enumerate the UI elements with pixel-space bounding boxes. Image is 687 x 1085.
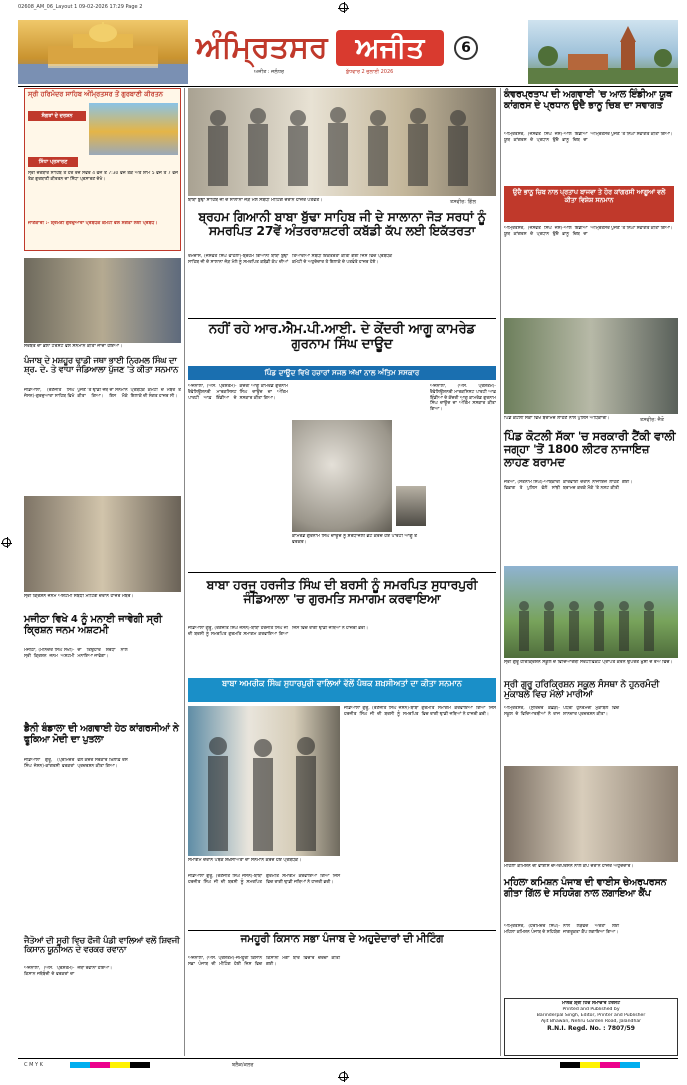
center-story-2-photo [292,420,392,532]
registration-mark-bottom [339,1072,348,1081]
imprint-box [504,998,678,1056]
center-top-photo-credit: ਤਸਵੀਰ: ਗਿੱਲ [450,199,477,205]
masthead-banner [196,30,496,76]
center-story-3-photo [188,706,340,856]
footer-center-label: ਬਲੈਕ/ਕਲਰ [232,1062,254,1068]
right-photo-3-caption: ਮਹਿਲਾ ਕਮਿਸ਼ਨ ਦੀ ਵਾਈਸ ਚੇਅਰਪਰਸਨ ਨਾਲ ਕੈਂਪ ਦੌਰਾਨ ਹਾਜ਼ਰ ਅਹੁਦੇਦਾਰ। [504,864,634,869]
left-photo-2 [24,496,181,592]
center-top-photo [188,88,496,196]
right-story-1-box-text: ਉਦੈ ਭਾਨੂ ਚਿਬ ਨਾਲ ਪ੍ਰਤਾਪ ਬਾਜਵਾ ਤੇ ਹੋਰ ਕਾਂਗਰਸੀ ਆਗੂਆਂ ਵਲੋਂ ਕੀਤਾ ਵਿਸ਼ੇਸ਼ ਸਨਮਾਨ [512,189,666,205]
center-story-3-body-top: ਜੰਡਿਆਲਾ ਗੁਰੂ, (ਰਣਜੀਤ ਸਿੰਘ ਜੋਸਨ)-ਬਾਬਾ ਹਰਜੀਤ ਸਿੰਘ ਜੀ ਦੀ ਬਰਸੀ ਨੂੰ ਸਮਰਪਿਤ ਗੁਰਮਤਿ ਸਮਾਗਮ ਕਰਵਾਇਆ ਗਿਆ ਜਿਸ ਵਿਚ ਰਾਗੀ ਢਾਡੀ ਜਥਿਆਂ ਨੇ ਹਾਜ਼ਰੀ ਭਰੀ। [188,626,368,637]
footer-color-marks: C M Y K [24,1062,43,1068]
center-story-3-body-right: ਜੰਡਿਆਲਾ ਗੁਰੂ, (ਰਣਜੀਤ ਸਿੰਘ ਜੋਸਨ)-ਬਾਬਾ ਹਰਜੀਤ ਸਿੰਘ ਜੀ ਦੀ ਬਰਸੀ ਨੂੰ ਸਮਰਪਿਤ ਗੁਰਮਤਿ ਸਮਾਗਮ ਕਰਵਾਇਆ ਗਿਆ ਜਿਸ ਵਿਚ ਰਾਗੀ ਢਾਡੀ ਜਥਿਆਂ ਨੇ ਹਾਜ਼ਰੀ ਭਰੀ। [344,706,496,717]
right-story-3-body: ਅੰਮ੍ਰਿਤਸਰ, (ਸੁਰਿੰਦਰ ਕੋਛੜ)-ਸਕੂਲ ਦੇ ਵਿਦਿਆਰਥੀਆਂ ਨੇ ਰਾਜ ਪੱਧਰੀ ਹੁਨਰਮੰਦੀ ਮੁਕਾਬਲੇ ਵਿਚ ਸ਼ਾਨਦਾਰ ਪ੍ਰਦਰਸ਼ਨ ਕੀਤਾ। [504,706,619,717]
left-story-3-headline: ਡੈਨੀ ਬੰਡਾਲਾ ਦੀ ਅਗਵਾਈ ਹੇਠ ਕਾਂਗਰਸੀਆਂ ਨੇ ਫੂਕਿਆ ਮੋਦੀ ਦਾ ਪੁਤਲਾ [24,723,179,745]
masthead-rule [18,86,678,87]
center-story-4-headline: ਜਮਹੂਰੀ ਕਿਸਾਨ ਸਭਾ ਪੰਜਾਬ ਦੇ ਅਹੁਦੇਦਾਰਾਂ ਦੀ ਮੀਟਿੰਗ [240,933,444,945]
golden-temple-illustration [18,20,188,84]
right-photo-1 [504,318,678,414]
right-story-1-box [504,186,674,222]
imprint-line-2: Printed and Published by [562,1006,620,1012]
right-column-divider [500,88,501,1056]
imprint-line-1: ਮਾਲਕ ਸ਼੍ਰੀ ਹਿੰਦ ਸਮਾਚਾਰ ਟਰੱਸਟ [561,1001,621,1006]
center-story-2-bar: ਪਿੰਡ ਦਾਊਦ ਵਿਖੇ ਹਜ਼ਾਰਾਂ ਸਜਲ ਅੱਖਾਂ ਨਾਲ ਅੰਤਿਮ ਸਸਕਾਰ [188,366,496,380]
right-story-3-headline: ਸ੍ਰੀ ਗੁਰੂ ਹਰਿਕ੍ਰਿਸ਼ਨ ਸਕੂਲ ਸੰਸਥਾ ਨੇ ਹੁਨਰਮੰਦੀ ਮੁਕਾਬਲੇ ਵਿਚ ਮੱਲਾਂ ਮਾਰੀਆਂ [504,680,660,701]
center-rule-1 [188,318,496,319]
center-story-2-headline: ਨਹੀਂ ਰਹੇ ਆਰ.ਐਮ.ਪੀ.ਆਈ. ਦੇ ਕੇਂਦਰੀ ਆਗੂ ਕਾਮਰੇਡ ਗੁਰਨਾਮ ਸਿੰਘ ਦਾਊਦ [208,321,476,353]
right-photo-1-credit: ਤਸਵੀਰ: ਜੈਤੋ [640,417,665,423]
masthead [18,16,678,88]
right-story-1-headline: ਕੰਵਰਪ੍ਰਤਾਪ ਦੀ ਅਗਵਾਈ 'ਚ ਆਲ ਇੰਡੀਆ ਯੂਥ ਕਾਂਗਰਸ ਦੇ ਪ੍ਰਧਾਨ ਉਦੈ ਭਾਨੂ ਚਿਬ ਦਾ ਸਵਾਗਤ [504,89,672,111]
left-story-4-headline: ਜੈਤੋਆਂ ਦੀ ਸੂਰੀ ਵਿਚ ਫੌਜੀ ਪੰਡੀ ਵਾਲਿਆਂ ਵਲੋਂ ਸ਼ਿਵਜੀ ਕਿਸਾਨ ਯੂਨੀਅਨ ਦੇ ਵਰਕਰ ਰਵਾਨਾ [24,935,180,955]
masthead-title-right: ਅਜੀਤ [355,31,425,64]
registration-mark-left [2,538,11,547]
footer-color-bar [70,1062,150,1068]
registration-mark-top [339,3,348,12]
right-story-1-body-2: ਅੰਮ੍ਰਿਤਸਰ, (ਜਸਵੰਤ ਸਿੰਘ ਜੱਸ)-ਆਲ ਇੰਡੀਆ ਯੂਥ ਕਾਂਗਰਸ ਦੇ ਪ੍ਰਧਾਨ ਉਦੈ ਭਾਨੂ ਚਿਬ ਦਾ ਅੰਮ੍ਰਿਤਸਰ ਪੁੱਜਣ 'ਤੇ ਨਿੱਘਾ ਸਵਾਗਤ ਕੀਤਾ ਗਿਆ। [504,226,673,237]
left-story-4-body: ਅਜਨਾਲਾ, (ਐਸ. ਪ੍ਰਸ਼ੋਤਮ)-ਕਿਸਾਨ ਜਥੇਬੰਦੀ ਦੇ ਵਰਕਰਾਂ ਦਾ ਜਥਾ ਰਵਾਨਾ ਹੋਇਆ। [24,966,113,977]
right-story-4-body: ਅੰਮ੍ਰਿਤਸਰ, (ਹਰਮਿੰਦਰ ਸਿੰਘ)-ਮਹਿਲਾ ਕਮਿਸ਼ਨ ਪੰਜਾਬ ਦੇ ਸਹਿਯੋਗ ਨਾਲ ਲੋੜਵੰਦ ਔਰਤਾਂ ਲਈ ਜਾਗਰੂਕਤਾ ਕੈਂਪ ਲਗਾਇਆ ਗਿਆ। [504,924,619,935]
imprint-rni: R.N.I. Regd. No. : 7807/59 [547,1024,635,1032]
promo-photo [89,103,178,155]
left-story-2-body: ਮਜੀਠਾ, (ਮਨਿੰਦਰ ਸਿੰਘ ਸੋਖੀ)-ਸ੍ਰੀ ਕ੍ਰਿਸ਼ਨ ਜਨਮ ਅਸ਼ਟਮੀ ਦਾ ਤਿਉਹਾਰ ਸ਼ਰਧਾ ਨਾਲ ਮਨਾਇਆ ਜਾਵੇਗਾ। [24,648,128,659]
right-photo-2-caption: ਸ੍ਰੀ ਗੁਰੂ ਹਰਿਕ੍ਰਿਸ਼ਨ ਸਕੂਲ ਦੇ ਵਿਦਿਆਰਥੀ ਸਰਟੀਫਿਕੇਟ ਪ੍ਰਾਪਤ ਕਰਨ ਉਪਰੰਤ ਖ਼ੁਸ਼ੀ ਦੇ ਰੌਂਅ ਵਿਚ। [504,660,673,665]
left-story-2-headline: ਮਜੀਠਾ ਵਿਖੇ 4 ਨੂੰ ਮਨਾਈ ਜਾਵੇਗੀ ਸ੍ਰੀ ਕ੍ਰਿਸ਼ਨ ਜਨਮ ਅਸ਼ਟਮੀ [24,614,162,637]
imprint-line-3: Barinderpal Singh, Editor, Printer and Publisher [536,1012,646,1018]
center-story-3-body-bottom: ਜੰਡਿਆਲਾ ਗੁਰੂ, (ਰਣਜੀਤ ਸਿੰਘ ਜੋਸਨ)-ਬਾਬਾ ਹਰਜੀਤ ਸਿੰਘ ਜੀ ਦੀ ਬਰਸੀ ਨੂੰ ਸਮਰਪਿਤ ਗੁਰਮਤਿ ਸਮਾਗਮ ਕਰਵਾਇਆ ਗਿਆ ਜਿਸ ਵਿਚ ਰਾਗੀ ਢਾਡੀ ਜਥਿਆਂ ਨੇ ਹਾਜ਼ਰੀ ਭਰੀ। [188,874,340,885]
center-top-photo-caption: ਬਾਬਾ ਬੁੱਢਾ ਸਾਹਿਬ ਜੀ ਦੇ ਸਾਲਾਨਾ ਜੋੜ ਮੇਲੇ ਸਬੰਧੀ ਮੀਟਿੰਗ ਦੌਰਾਨ ਹਾਜ਼ਰ ਪਤਵੰਤੇ। [188,198,323,203]
footer-rule [18,1058,678,1059]
center-story-2-body-left: ਅਜਨਾਲਾ, (ਐਸ. ਪ੍ਰਸ਼ੋਤਮ)-ਰੈਵੋਲਿਊਸ਼ਨਰੀ ਮਾਰਕਸਿਸਟ ਪਾਰਟੀ ਆਫ਼ ਇੰਡੀਆ ਦੇ ਕੇਂਦਰੀ ਆਗੂ ਕਾਮਰੇਡ ਗੁਰਨਾਮ ਸਿੰਘ ਦਾਊਦ ਦਾ ਅੰਤਿਮ ਸਸਕਾਰ ਕੀਤਾ ਗਿਆ। [188,384,288,401]
left-photo-2-caption: ਸ੍ਰੀ ਕ੍ਰਿਸ਼ਨ ਜਨਮ ਅਸ਼ਟਮੀ ਸਬੰਧੀ ਮੀਟਿੰਗ ਦੌਰਾਨ ਹਾਜ਼ਰ ਮੈਂਬਰ। [24,594,134,599]
masthead-subtitle: ਅਜੀਤ : ਜਲੰਧਰ [254,69,285,75]
center-story-1-headline: ਬ੍ਰਹਮ ਗਿਆਨੀ ਬਾਬਾ ਬੁੱਢਾ ਸਾਹਿਬ ਜੀ ਦੇ ਸਾਲਾਨਾ ਜੋੜ ਸਰਧਾਂ ਨੂੰ ਸਮਰਪਿਤ 27ਵੇਂ ਅੰਤਰਰਾਸ਼ਟਰੀ ਕਬੱਡੀ ਕੱਪ ਲਈ ਇਕੱਤਰਤਾ [198,209,486,238]
masthead-date: ਬੁੱਧਵਾਰ 2 ਜੁਲਾਈ 2026 [346,69,394,75]
left-column-divider [184,88,185,1056]
right-story-1-body: ਅੰਮ੍ਰਿਤਸਰ, (ਜਸਵੰਤ ਸਿੰਘ ਜੱਸ)-ਆਲ ਇੰਡੀਆ ਯੂਥ ਕਾਂਗਰਸ ਦੇ ਪ੍ਰਧਾਨ ਉਦੈ ਭਾਨੂ ਚਿਬ ਦਾ ਅੰਮ੍ਰਿਤਸਰ ਪੁੱਜਣ 'ਤੇ ਨਿੱਘਾ ਸਵਾਗਤ ਕੀਤਾ ਗਿਆ। [504,132,673,143]
promo-box [24,88,181,251]
imprint-line-4: Ajit Bhawan, Nehru Garden Road, Jalandhar [540,1018,642,1024]
footer-color-bar-right [560,1062,640,1068]
center-story-3-photo-caption: ਸਮਾਗਮ ਦੌਰਾਨ ਪੰਥਕ ਸ਼ਖ਼ਸੀਅਤਾਂ ਦਾ ਸਨਮਾਨ ਕਰਦੇ ਹੋਏ ਪ੍ਰਬੰਧਕ। [188,858,302,863]
left-photo-1 [24,258,181,343]
center-story-3-headline: ਬਾਬਾ ਹਰਜੂ ਹਰਜੀਤ ਸਿੰਘ ਦੀ ਬਰਸੀ ਨੂੰ ਸਮਰਪਿਤ ਸੁਧਾਰਪੁਰੀ ਜੰਡਿਆਲਾ 'ਚ ਗੁਰਮਤਿ ਸਮਾਗਮ ਕਰਵਾਇਆ [206,577,478,606]
center-story-2-portrait [396,486,426,526]
left-story-1-headline: ਪੰਜਾਬ ਦੇ ਮਸ਼ਹੂਰ ਢਾਡੀ ਜਥਾ ਭਾਈ ਨਿਰਮਲ ਸਿੰਘ ਦਾ ਸ਼੍ਰ. ਦੇ. ਤੇ ਵਾਧਾ ਜੰਡਿਆਲਾ ਪੁੱਜਣ 'ਤੇ ਕੀਤਾ ਸਨਮਾਨ [24,355,178,375]
center-rule-2 [188,572,496,573]
masthead-right-photo [528,20,678,84]
center-story-2-body-right: ਅਜਨਾਲਾ, (ਐਸ. ਪ੍ਰਸ਼ੋਤਮ)-ਰੈਵੋਲਿਊਸ਼ਨਰੀ ਮਾਰਕਸਿਸਟ ਪਾਰਟੀ ਆਫ਼ ਇੰਡੀਆ ਦੇ ਕੇਂਦਰੀ ਆਗੂ ਕਾਮਰੇਡ ਗੁਰਨਾਮ ਸਿੰਘ ਦਾਊਦ ਦਾ ਅੰਤਿਮ ਸਸਕਾਰ ਕੀਤਾ ਗਿਆ। [430,384,496,413]
masthead-left-photo [18,20,188,84]
center-story-3-bar: ਬਾਬਾ ਅਮਰੀਕ ਸਿੰਘ ਸੁਧਾਰਪੁਰੀ ਵਾਲਿਆਂ ਵੱਲੋਂ ਪੰਥਕ ਸ਼ਖ਼ਸੀਅਤਾਂ ਦਾ ਕੀਤਾ ਸਨਮਾਨ [188,678,496,702]
right-story-2-body: ਜੈਤੋਆਂ, (ਸਤਨਾਮ ਸਿੰਘ)-ਆਬਕਾਰੀ ਵਿਭਾਗ ਤੇ ਪੁਲਿਸ ਵੱਲੋਂ ਸਾਂਝੀ ਕਾਰਵਾਈ ਦੌਰਾਨ ਨਾਜਾਇਜ਼ ਲਾਹਣ ਬਰਾਮਦ ਕਰਕੇ ਮੌਕੇ 'ਤੇ ਨਸ਼ਟ ਕੀਤੀ ਗਈ। [504,480,633,491]
promo-body: ਸ੍ਰੀ ਦਰਬਾਰ ਸਾਹਿਬ ਤੋਂ ਹਰ ਰੋਜ਼ ਸਵੇਰੇ 4 ਵਜੇ ਤੋਂ 7:30 ਵਜੇ ਤੱਕ ਅਤੇ ਸ਼ਾਮ 5 ਵਜੇ ਤੋਂ 7 ਵਜੇ ਤੱਕ ਗੁਰਬਾਣੀ ਕੀਰਤਨ ਦਾ ਸਿੱਧਾ ਪ੍ਰਸਾਰਣ ਦੇਖੋ। [28,171,178,182]
left-photo-1-caption: ਸਰਬੱਤ ਦਾ ਭਲਾ ਟਰੱਸਟ ਵੱਲੋਂ ਸਨਮਾਨ ਕੀਤਾ ਜਾਂਦਾ ਹੋਇਆ। [24,344,123,349]
promo-note: ਜਾਣਕਾਰੀ :- ਸ਼੍ਰੋਮਣੀ ਗੁਰਦੁਆਰਾ ਪ੍ਰਬੰਧਕ ਕਮੇਟੀ ਵੱਲੋਂ ਸੰਗਤਾਂ ਲਈ ਪ੍ਰਬੰਧ। [28,221,158,226]
masthead-page-number: 6 [454,36,478,60]
group-photo-illustration [188,88,496,196]
promo-title: ਸ੍ਰੀ ਹਰਿਮੰਦਰ ਸਾਹਿਬ ਅੰਮ੍ਰਿਤਸਰ ਤੋਂ ਗੁਰਬਾਣੀ ਕੀਰਤਨ [28,90,163,98]
right-story-4-headline: ਮਹਿਲਾ ਕਮਿਸ਼ਨ ਪੰਜਾਬ ਦੀ ਵਾਈਸ ਚੇਅਰਪਰਸਨ ਗੀਤਾ ਗਿੱਲ ਦੇ ਸਹਿਯੋਗ ਨਾਲ ਲਗਾਇਆ ਕੈਂਪ [504,877,667,899]
slugline: 02608_AM_06_Layout 1 09-02-2026 17:29 Page 2 [18,4,143,10]
center-story-2-photo-caption: ਕਾਮਰੇਡ ਗੁਰਨਾਮ ਸਿੰਘ ਦਾਊਦ ਨੂੰ ਸ਼ਰਧਾਂਜਲੀ ਭੇਟ ਕਰਦੇ ਹੋਏ ਪਾਰਟੀ ਆਗੂ ਤੇ ਵਰਕਰ। [292,534,418,545]
center-story-4-body: ਅਜਨਾਲਾ, (ਐਸ. ਪ੍ਰਸ਼ੋਤਮ)-ਜਮਹੂਰੀ ਕਿਸਾਨ ਸਭਾ ਪੰਜਾਬ ਦੀ ਮੀਟਿੰਗ ਹੋਈ ਜਿਸ ਵਿਚ ਕਿਸਾਨੀ ਮੰਗਾਂ ਬਾਰੇ ਵਿਚਾਰ ਚਰਚਾ ਕੀਤੀ ਗਈ। [188,956,340,967]
monument-illustration [528,20,678,84]
students-photo-illustration [504,566,678,658]
ceremony-photo-illustration [188,706,340,856]
right-photo-3 [504,766,678,862]
promo-label: ਸੰਗਤਾਂ ਦੇ ਦਰਸ਼ਨ [28,111,86,121]
right-photo-2 [504,566,678,658]
center-story-1-body: ਰਮਦਾਸ, (ਜਸਵੰਤ ਸਿੰਘ ਵਾਹਲਾ)-ਬ੍ਰਹਮ ਗਿਆਨੀ ਬਾਬਾ ਬੁੱਢਾ ਸਾਹਿਬ ਜੀ ਦੇ ਸਾਲਾਨਾ ਜੋੜ ਮੇਲੇ ਨੂੰ ਸਮਰਪਿਤ ਕਬੱਡੀ ਕੱਪ ਦੀਆਂ ਤਿਆਰੀਆਂ ਸਬੰਧੀ ਇਕੱਤਰਤਾ ਕੀਤੀ ਗਈ ਜਿਸ ਵਿਚ ਪ੍ਰਬੰਧਕ ਕਮੇਟੀ ਦੇ ਅਹੁਦੇਦਾਰ ਤੇ ਇਲਾਕੇ ਦੇ ਪਤਵੰਤੇ ਹਾਜ਼ਰ ਹੋਏ। [188,254,392,265]
center-rule-3 [188,930,496,931]
left-story-1-body: ਜੰਡਿਆਲਾ, (ਰਣਜੀਤ ਸਿੰਘ ਜੋਸਨ)-ਗੁਰਦੁਆਰਾ ਸਾਹਿਬ ਵਿਖੇ ਪੁੱਜਣ 'ਤੇ ਢਾਡੀ ਜਥੇ ਦਾ ਸਨਮਾਨ ਕੀਤਾ ਗਿਆ। ਇਸ ਮੌਕੇ ਪ੍ਰਬੰਧਕ ਕਮੇਟੀ ਦੇ ਮੈਂਬਰ ਤੇ ਇਲਾਕੇ ਦੀ ਸੰਗਤ ਹਾਜ਼ਰ ਸੀ। [24,388,181,399]
right-photo-1-caption: ਪਿੰਡ ਕੋਟਲੀ ਸੱਕਾ ਵਿਖੇ ਬਰਾਮਦ ਲਾਹਣ ਨਾਲ ਪੁਲਿਸ ਅਧਿਕਾਰੀ। [504,416,610,421]
left-story-3-body: ਜੰਡਿਆਲਾ ਗੁਰੂ, (ਪ੍ਰਮਿੰਦਰ ਸਿੰਘ ਜੋਸਨ)-ਕਾਂਗਰਸੀ ਵਰਕਰਾਂ ਵੱਲੋਂ ਕੇਂਦਰ ਸਰਕਾਰ ਖ਼ਿਲਾਫ਼ ਰੋਸ ਪ੍ਰਦਰਸ਼ਨ ਕੀਤਾ ਗਿਆ। [24,758,128,769]
masthead-title-left: ਅੰਮ੍ਰਿਤਸਰ [196,30,328,65]
promo-sub: ਸਿੱਧਾ ਪ੍ਰਸਾਰਣ [28,157,78,167]
right-story-2-headline: ਪਿੰਡ ਕੋਟਲੀ ਸੱਕਾ 'ਚ ਸਰਕਾਰੀ ਟੈਂਕੀ ਵਾਲੀ ਜਗ੍ਹਾ 'ਤੋਂ 1800 ਲੀਟਰ ਨਾਜਾਇਜ਼ ਲਾਹਣ ਬਰਾਮਦ [504,429,676,469]
